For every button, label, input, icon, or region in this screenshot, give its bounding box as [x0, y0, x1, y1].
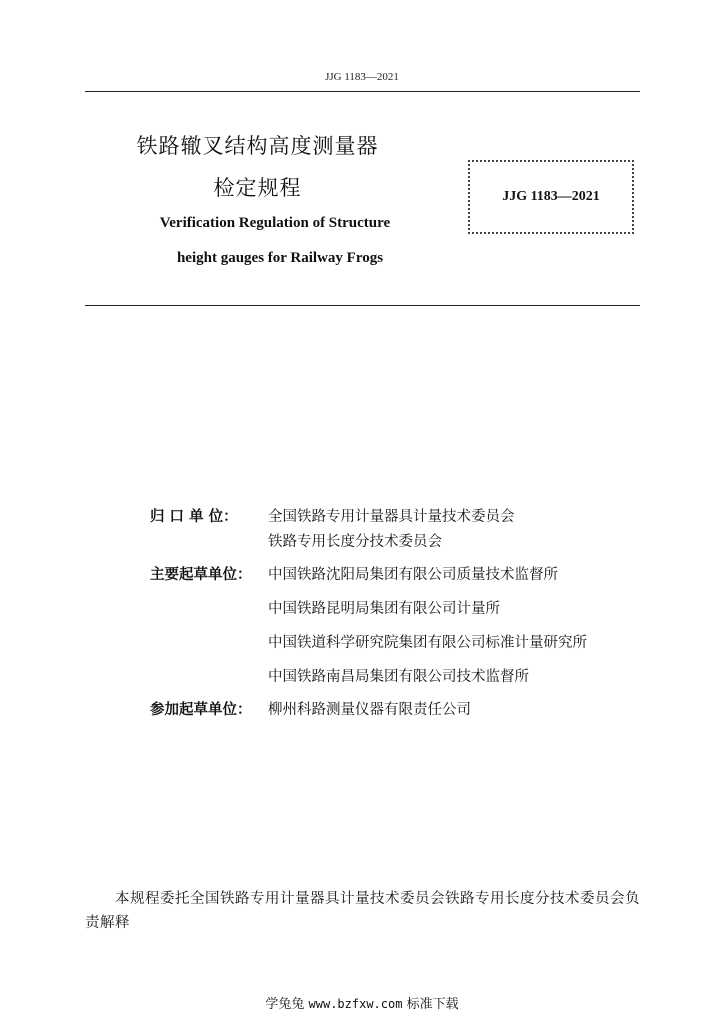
title-bottom-rule [85, 305, 640, 306]
unit-value: 柳州科路测量仪器有限责任公司 [268, 702, 471, 718]
unit-values-join [268, 698, 650, 723]
interpretation-note: 本规程委托全国铁路专用计量器具计量技术委员会铁路专用长度分技术委员会负责解释 [85, 891, 640, 931]
unit-value: 铁路专用长度分技术委员会 [268, 534, 442, 550]
standard-code-box [468, 160, 634, 234]
standard-code-box-text: JJG 1183—2021 [502, 189, 600, 204]
unit-label-guikou: 归 口 单 位： [150, 509, 238, 525]
unit-values-guikou [268, 505, 650, 555]
unit-values-main [268, 563, 650, 699]
unit-label-main: 主要起草单位： [150, 567, 252, 583]
title-chinese-line1: 铁路辙叉结构高度测量器 [136, 134, 379, 158]
unit-value: 中国铁道科学研究院集团有限公司标准计量研究所 [268, 635, 587, 651]
unit-value: 中国铁路南昌局集团有限公司技术监督所 [268, 669, 529, 685]
title-chinese-line2: 检定规程 [213, 176, 302, 200]
drafting-units [150, 505, 650, 723]
title-english-line1: Verification Regulation of Structure [159, 215, 391, 231]
footer-watermark [0, 993, 724, 1012]
unit-value: 中国铁路沈阳局集团有限公司质量技术监督所 [268, 567, 558, 583]
footer-suffix: 标准下载 [406, 997, 459, 1012]
header-standard-code: JJG 1183—2021 [325, 71, 399, 83]
title-english-line2: height gauges for Railway Frogs [176, 250, 384, 266]
unit-label-join: 参加起草单位： [150, 702, 252, 718]
unit-value: 全国铁路专用计量器具计量技术委员会 [268, 509, 515, 525]
footer-site-name: 学兔兔 [265, 997, 305, 1012]
header-rule [85, 91, 640, 92]
unit-row-join [150, 698, 650, 723]
footer-url-link[interactable]: www.bzfxw.com [308, 997, 403, 1011]
unit-value: 中国铁路昆明局集团有限公司计量所 [268, 601, 500, 617]
unit-row-guikou [150, 505, 650, 555]
unit-row-main [150, 563, 650, 699]
